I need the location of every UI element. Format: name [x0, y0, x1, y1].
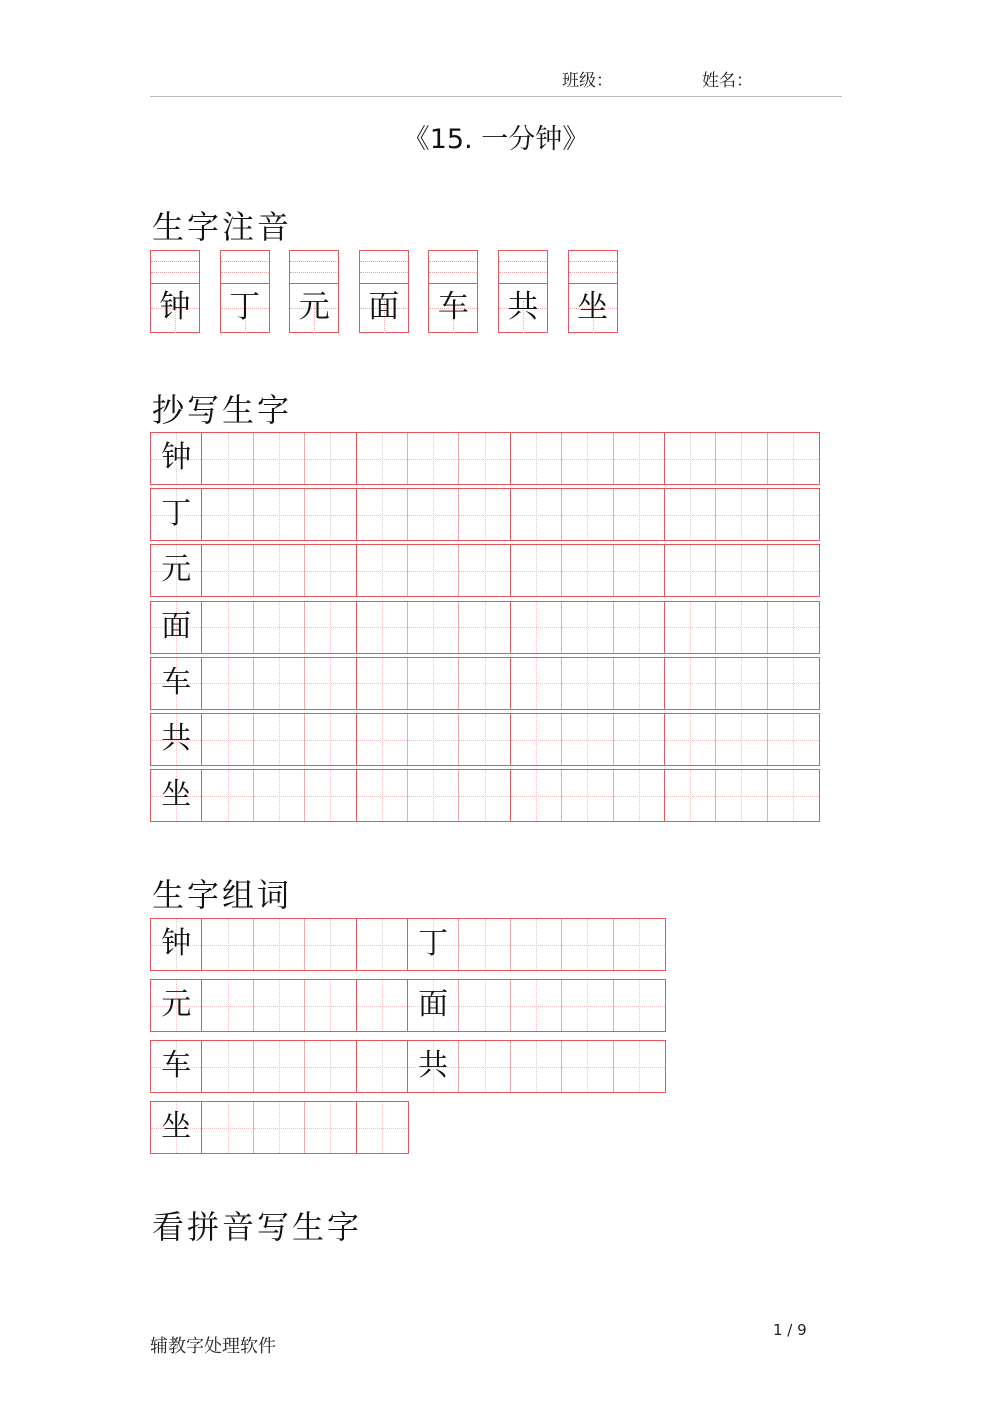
writing-cell[interactable] — [459, 545, 510, 596]
writing-cell[interactable] — [614, 489, 665, 540]
pinyin-guide-line — [360, 272, 408, 273]
model-character: 共 — [418, 1048, 449, 1083]
writing-cell[interactable] — [665, 714, 716, 765]
writing-cell[interactable] — [511, 1041, 562, 1092]
model-character: 元 — [161, 552, 192, 588]
writing-cell[interactable] — [202, 433, 253, 484]
pinyin-box[interactable] — [359, 250, 409, 333]
writing-cell[interactable] — [511, 433, 562, 484]
writing-cell[interactable] — [151, 919, 202, 970]
pinyin-guide-line — [569, 261, 617, 262]
writing-cell[interactable] — [305, 980, 356, 1031]
writing-cell[interactable] — [254, 1041, 305, 1092]
writing-cell[interactable] — [614, 545, 665, 596]
writing-cell[interactable] — [254, 980, 305, 1031]
writing-cell[interactable] — [459, 489, 510, 540]
writing-cell[interactable] — [459, 919, 510, 970]
pinyin-base-line — [499, 283, 547, 284]
writing-cell[interactable] — [562, 1041, 613, 1092]
writing-cell[interactable] — [202, 919, 253, 970]
writing-cell[interactable] — [305, 433, 356, 484]
writing-cell[interactable] — [562, 770, 613, 821]
writing-cell[interactable] — [716, 545, 767, 596]
writing-cell[interactable] — [305, 770, 356, 821]
writing-cell[interactable] — [254, 545, 305, 596]
writing-cell[interactable] — [202, 770, 253, 821]
writing-cell[interactable] — [254, 433, 305, 484]
section-annotate-heading: 生字注音 — [152, 208, 293, 246]
writing-cell[interactable] — [357, 1102, 408, 1153]
writing-cell[interactable] — [511, 980, 562, 1031]
writing-cell[interactable] — [665, 433, 716, 484]
writing-cell[interactable] — [716, 658, 767, 709]
model-character: 丁 — [418, 926, 449, 961]
writing-cell[interactable] — [305, 1041, 356, 1092]
writing-cell[interactable] — [665, 602, 716, 653]
writing-cell[interactable] — [408, 714, 459, 765]
pinyin-box[interactable] — [498, 250, 548, 333]
writing-cell[interactable] — [768, 602, 819, 653]
pinyin-guide-line — [290, 261, 338, 262]
writing-cell[interactable] — [614, 658, 665, 709]
grid-row — [150, 979, 666, 1032]
model-character: 坐 — [161, 1109, 192, 1144]
pinyin-guide-line — [290, 272, 338, 273]
writing-cell[interactable] — [562, 602, 613, 653]
model-character: 面 — [161, 608, 192, 644]
writing-cell[interactable] — [459, 980, 510, 1031]
writing-cell[interactable] — [614, 980, 665, 1031]
section-pinyin-write-heading: 看拼音写生字 — [152, 1208, 363, 1246]
writing-cell[interactable] — [202, 1102, 253, 1153]
writing-cell[interactable] — [511, 658, 562, 709]
writing-cell[interactable] — [511, 602, 562, 653]
writing-cell[interactable] — [357, 658, 408, 709]
writing-cell[interactable] — [562, 489, 613, 540]
writing-cell[interactable] — [254, 1102, 305, 1153]
writing-cell[interactable] — [408, 489, 459, 540]
writing-cell[interactable] — [202, 1041, 253, 1092]
writing-cell[interactable] — [511, 770, 562, 821]
writing-cell[interactable] — [254, 770, 305, 821]
writing-cell[interactable] — [254, 489, 305, 540]
writing-cell[interactable] — [716, 770, 767, 821]
writing-cell[interactable] — [151, 545, 202, 596]
pinyin-base-line — [221, 283, 269, 284]
writing-cell[interactable] — [357, 714, 408, 765]
writing-cell[interactable] — [151, 602, 202, 653]
writing-cell[interactable] — [768, 545, 819, 596]
writing-cell[interactable] — [408, 658, 459, 709]
writing-cell[interactable] — [151, 1041, 202, 1092]
writing-cell[interactable] — [357, 489, 408, 540]
writing-cell[interactable] — [768, 770, 819, 821]
model-character: 共 — [161, 721, 192, 756]
pinyin-guide-line — [151, 272, 199, 273]
grid-row — [150, 488, 820, 541]
pinyin-base-line — [151, 283, 199, 284]
model-character: 车 — [161, 664, 192, 700]
writing-cell[interactable] — [254, 602, 305, 653]
writing-cell[interactable] — [202, 658, 253, 709]
writing-cell[interactable] — [305, 602, 356, 653]
footer-software: 辅教字处理软件 — [150, 1336, 276, 1357]
writing-cell[interactable] — [459, 433, 510, 484]
pinyin-guide-line — [499, 261, 547, 262]
pinyin-base-line — [569, 283, 617, 284]
writing-cell[interactable] — [202, 714, 253, 765]
grid-row — [150, 432, 820, 485]
writing-cell[interactable] — [665, 770, 716, 821]
writing-cell[interactable] — [202, 602, 253, 653]
writing-cell[interactable] — [408, 770, 459, 821]
writing-cell[interactable] — [459, 658, 510, 709]
writing-cell[interactable] — [716, 489, 767, 540]
writing-cell[interactable] — [716, 433, 767, 484]
writing-cell[interactable] — [151, 1102, 202, 1153]
writing-cell[interactable] — [408, 1041, 459, 1092]
writing-cell[interactable] — [357, 770, 408, 821]
writing-cell[interactable] — [357, 433, 408, 484]
writing-cell[interactable] — [357, 602, 408, 653]
pinyin-box-character: 车 — [437, 289, 469, 325]
writing-cell[interactable] — [562, 714, 613, 765]
writing-cell[interactable] — [357, 545, 408, 596]
writing-cell[interactable] — [511, 919, 562, 970]
writing-cell[interactable] — [459, 770, 510, 821]
section-words-heading: 生字组词 — [152, 876, 293, 914]
writing-cell[interactable] — [305, 545, 356, 596]
pinyin-box[interactable] — [568, 250, 618, 333]
grid-row — [150, 657, 820, 710]
writing-cell[interactable] — [408, 919, 459, 970]
writing-cell[interactable] — [562, 980, 613, 1031]
pinyin-box[interactable] — [428, 250, 478, 333]
writing-cell[interactable] — [151, 433, 202, 484]
page-title: 《15. 一分钟》 — [402, 124, 590, 155]
writing-cell[interactable] — [254, 919, 305, 970]
pinyin-base-line — [290, 283, 338, 284]
writing-cell[interactable] — [562, 433, 613, 484]
header-rule — [150, 96, 842, 97]
writing-cell[interactable] — [151, 489, 202, 540]
grid-row — [150, 601, 820, 654]
writing-cell[interactable] — [305, 658, 356, 709]
pinyin-box-character: 钟 — [159, 289, 191, 325]
writing-cell[interactable] — [665, 489, 716, 540]
writing-cell[interactable] — [768, 489, 819, 540]
writing-cell[interactable] — [665, 658, 716, 709]
writing-cell[interactable] — [254, 714, 305, 765]
writing-cell[interactable] — [716, 602, 767, 653]
pinyin-box-character: 共 — [507, 289, 539, 325]
writing-cell[interactable] — [357, 980, 408, 1031]
pinyin-box[interactable] — [150, 250, 200, 333]
writing-cell[interactable] — [459, 714, 510, 765]
writing-cell[interactable] — [408, 433, 459, 484]
writing-cell[interactable] — [151, 980, 202, 1031]
writing-cell[interactable] — [562, 545, 613, 596]
pinyin-guide-line — [569, 272, 617, 273]
pinyin-box-character: 丁 — [229, 289, 261, 325]
writing-cell[interactable] — [511, 489, 562, 540]
writing-cell[interactable] — [305, 714, 356, 765]
pinyin-guide-line — [429, 272, 477, 273]
writing-cell[interactable] — [151, 714, 202, 765]
writing-cell[interactable] — [768, 433, 819, 484]
model-character: 面 — [418, 987, 449, 1022]
model-character: 钟 — [161, 926, 192, 961]
writing-cell[interactable] — [202, 980, 253, 1031]
pinyin-base-line — [360, 283, 408, 284]
page-number: 1 / 9 — [773, 1321, 807, 1339]
writing-cell[interactable] — [202, 545, 253, 596]
writing-cell[interactable] — [768, 658, 819, 709]
pinyin-guide-line — [151, 261, 199, 262]
writing-cell[interactable] — [562, 658, 613, 709]
writing-cell[interactable] — [202, 489, 253, 540]
writing-cell[interactable] — [768, 714, 819, 765]
writing-cell[interactable] — [357, 919, 408, 970]
pinyin-box-character: 面 — [368, 289, 400, 325]
writing-cell[interactable] — [614, 714, 665, 765]
grid-row — [150, 544, 820, 597]
model-character: 丁 — [161, 496, 192, 532]
writing-cell[interactable] — [614, 602, 665, 653]
section-copy-heading: 抄写生字 — [152, 391, 293, 429]
writing-cell[interactable] — [511, 714, 562, 765]
pinyin-guide-line — [360, 261, 408, 262]
grid-row — [150, 1040, 666, 1093]
pinyin-guide-line — [499, 272, 547, 273]
writing-cell[interactable] — [511, 545, 562, 596]
pinyin-guide-line — [221, 272, 269, 273]
writing-cell[interactable] — [665, 545, 716, 596]
writing-cell[interactable] — [357, 1041, 408, 1092]
writing-cell[interactable] — [305, 1102, 356, 1153]
grid-row — [150, 769, 820, 822]
writing-cell[interactable] — [151, 658, 202, 709]
grid-row — [150, 918, 666, 971]
pinyin-box-character: 坐 — [577, 289, 609, 325]
writing-cell[interactable] — [408, 980, 459, 1031]
pinyin-guide-line — [221, 261, 269, 262]
writing-cell[interactable] — [254, 658, 305, 709]
pinyin-box-character: 元 — [298, 289, 330, 325]
class-label: 班级： — [562, 71, 613, 91]
pinyin-guide-line — [429, 261, 477, 262]
writing-cell[interactable] — [716, 714, 767, 765]
writing-cell[interactable] — [614, 919, 665, 970]
grid-row — [150, 1101, 409, 1154]
model-character: 坐 — [161, 777, 192, 813]
writing-cell[interactable] — [151, 770, 202, 821]
model-character: 元 — [161, 987, 192, 1022]
pinyin-box[interactable] — [220, 250, 270, 333]
writing-cell[interactable] — [459, 1041, 510, 1092]
pinyin-box[interactable] — [289, 250, 339, 333]
writing-cell[interactable] — [305, 919, 356, 970]
grid-row — [150, 713, 820, 766]
writing-cell[interactable] — [614, 433, 665, 484]
writing-cell[interactable] — [305, 489, 356, 540]
writing-cell[interactable] — [459, 602, 510, 653]
writing-cell[interactable] — [562, 919, 613, 970]
writing-cell[interactable] — [614, 1041, 665, 1092]
writing-cell[interactable] — [614, 770, 665, 821]
writing-cell[interactable] — [408, 545, 459, 596]
model-character: 钟 — [161, 440, 192, 475]
writing-cell[interactable] — [408, 602, 459, 653]
pinyin-base-line — [429, 283, 477, 284]
model-character: 车 — [161, 1048, 192, 1083]
name-label: 姓名： — [702, 71, 753, 91]
